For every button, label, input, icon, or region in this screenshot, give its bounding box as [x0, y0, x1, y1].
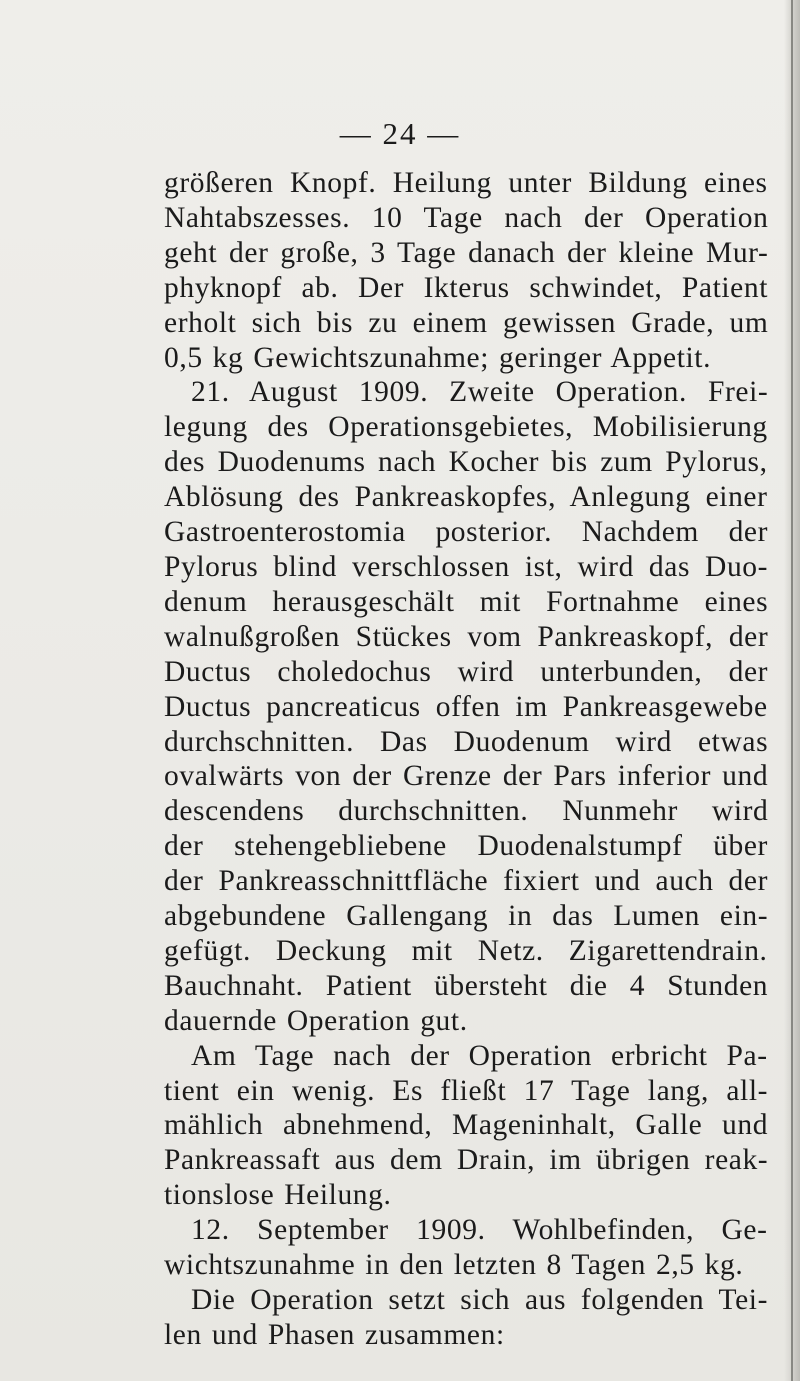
text-line: denum herausgeschält mit Fortnahme eines: [164, 585, 768, 618]
body-text: [164, 166, 768, 1353]
text-line: geht der große, 3 Tage danach der kleine Mur-: [164, 236, 768, 269]
text-line: der stehengebliebene Duodenalstumpf über: [164, 830, 768, 863]
text-line: der Pankreasschnittfläche fixiert und auch der: [164, 865, 768, 898]
text-line: Pylorus blind verschlossen ist, wird das Duo-: [164, 550, 768, 583]
text-line: legung des Operationsgebietes, Mobilisierung: [164, 411, 768, 444]
text-line: gefügt. Deckung mit Netz. Zigarettendrain.: [164, 934, 768, 967]
text-line: ovalwärts von der Grenze der Pars inferior und: [164, 760, 768, 793]
text-line: größeren Knopf. Heilung unter Bildung eines: [164, 167, 768, 199]
text-line: Die Operation setzt sich aus folgenden Tei-: [191, 1284, 768, 1316]
text-line: tient ein wenig. Es fließt 17 Tage lang, all-: [164, 1074, 768, 1107]
text-line: Ablösung des Pankreaskopfes, Anlegung einer: [164, 481, 768, 514]
text-line: Nahtabszesses. 10 Tage nach der Operation: [164, 201, 768, 234]
page-edge-line: [791, 0, 793, 1381]
text-line: 12. September 1909. Wohlbefinden, Ge-: [191, 1214, 768, 1247]
text-line: mählich abnehmend, Mageninhalt, Galle und: [164, 1109, 768, 1142]
text-line: des Duodenums nach Kocher bis zum Pylorus,: [164, 446, 768, 479]
text-line: len und Phasen zusammen:: [164, 1318, 505, 1351]
text-line: tionslose Heilung.: [164, 1179, 392, 1212]
page-number: — 24 —: [339, 116, 461, 151]
text-line: walnußgroßen Stückes vom Pankreaskopf, der: [164, 620, 768, 653]
text-line: Ductus choledochus wird unterbunden, der: [164, 655, 768, 688]
text-line: Bauchnaht. Patient übersteht die 4 Stunden: [164, 969, 768, 1002]
text-line: dauernde Operation gut.: [164, 1004, 468, 1037]
text-line: Pankreassaft aus dem Drain, im übrigen reak-: [164, 1144, 768, 1177]
text-line: descendens durchschnitten. Nunmehr wird: [164, 795, 768, 828]
text-line: 0,5 kg Gewichtszunahme; geringer Appetit.: [164, 341, 712, 374]
text-line: Gastroenterostomia posterior. Nachdem der: [164, 516, 768, 549]
text-line: abgebundene Gallengang in das Lumen ein-: [164, 900, 768, 933]
text-line: wichtszunahme in den letzten 8 Tagen 2,5 kg.: [164, 1249, 744, 1282]
text-line: Ductus pancreaticus offen im Pankreasgewebe: [164, 690, 768, 723]
text-line: 21. August 1909. Zweite Operation. Frei-: [191, 376, 768, 409]
text-line: Am Tage nach der Operation erbricht Pa-: [191, 1039, 768, 1072]
text-line: erholt sich bis zu einem gewissen Grade, um: [164, 306, 768, 339]
text-line: durchschnitten. Das Duodenum wird etwas: [164, 725, 768, 758]
text-line: phyknopf ab. Der Ikterus schwindet, Patient: [164, 271, 768, 304]
